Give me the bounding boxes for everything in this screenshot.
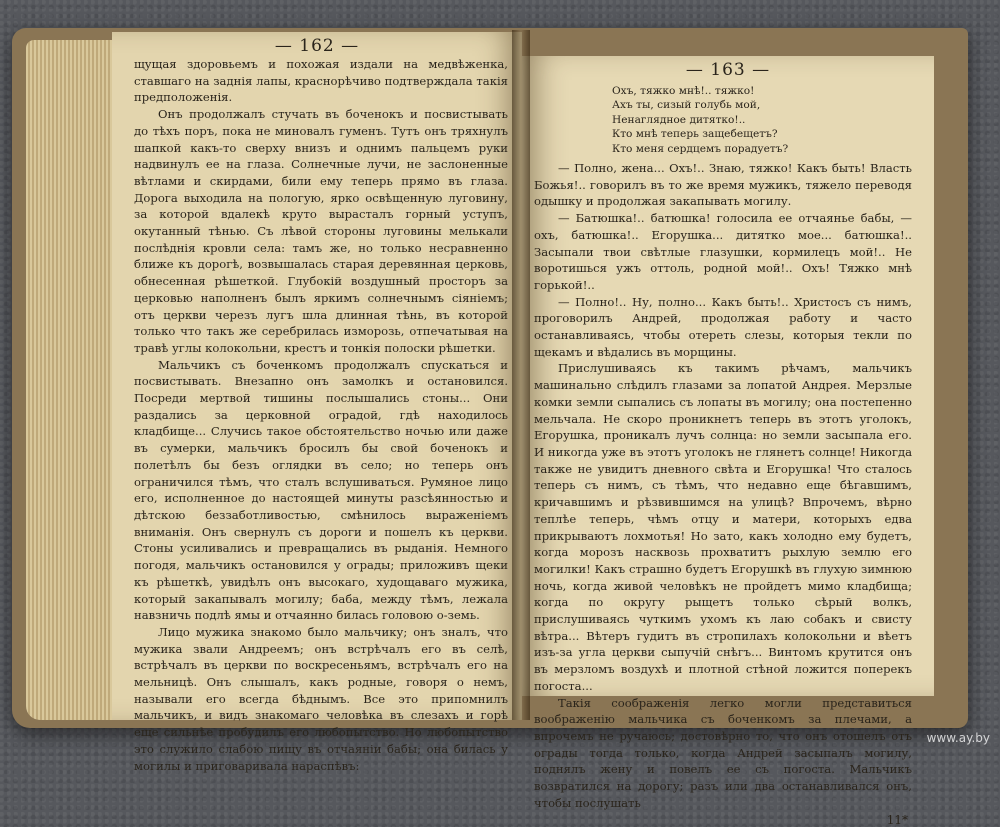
left-page-text — [112, 56, 522, 774]
paragraph: Онъ продолжалъ стучать въ боченокъ и посвистывать до тѣхъ поръ, пока не миновалъ гуменъ. Тутъ онъ тряхнулъ шапкой какъ-то сверху внизъ и однимъ пальцемъ руки надвинулъ ее на глаза. Солнечные лучи, не заслоненные вѣтлами и скирдами, били ему теперь прямо въ глаза. Дорога выходила на пологую, ярко освѣщенную луговину, за которой вдалекѣ круто вырасталъ горный уступъ, окутанный тѣнью. Съ лѣвой стороны луговины мелькали послѣднія кровли села: тамъ же, но только несравненно ближе къ дорогѣ, возвышалась старая деревянная церковь, обнесенная рѣшеткой. Глубокій воздушный просторъ за церковью наполненъ былъ яркимъ солнечнымъ сіяніемъ; отъ церкви черезъ лугъ шла длинная тѣнь, въ которой только что такъ же серебрилась изморозь, отпечатывая на травѣ углы колокольни, крестъ и тонкія полоски рѣшетки. — [134, 107, 508, 355]
poem — [522, 84, 934, 156]
right-page-number: — 163 — — [685, 60, 771, 80]
watermark: www.ay.by — [926, 731, 990, 745]
paragraph: щущая здоровьемъ и похожая издали на медвѣженка, ставшаго на заднія лапы, краснорѣчиво подтверждала такія предположенія. — [134, 57, 508, 105]
poem-line: Ахъ ты, сизый голубь мой, — [612, 99, 761, 112]
page-edges — [26, 40, 126, 720]
paragraph: Такія соображенія легко могли представиться воображенію мальчика съ боченкомъ за плечами, а впрочемъ не ручаюсь; достовѣрно то, что онъ отошелъ отъ ограды тогда только, когда Андрей засыпалъ могилу, поднялъ жену и повелъ ее съ погоста. Мальчикъ возвратился на дорогу; разъ или два останавливался онъ, чтобы послушать — [534, 695, 912, 810]
paragraph: — Полно, жена... Охъ!.. Знаю, тяжко! Какъ быть! Власть Божья!.. говорилъ въ то же время мужикъ, тяжело переводя одышку и продолжая закапывать могилу. — [534, 161, 912, 209]
paragraph: — Батюшка!.. батюшка! голосила ее отчаянье бабы, — охъ, батюшка!.. Егорушка... дитятко мое... батюшка!.. Засыпали твои свѣтлые глазушки, кормилецъ мой!.. Не воротишься ужъ оттоль, родной мой!.. Охъ! Тяжко мнѣ горькой!.. — [534, 211, 912, 292]
left-page — [112, 32, 522, 773]
paragraph: — Полно!.. Ну, полно... Какъ быть!.. Христосъ съ нимъ, проговорилъ Андрей, продолжая работу и часто останавливаясь, чтобы отереть слезы, которыя текли по щекамъ и вѣдались въ морщины. — [534, 294, 912, 359]
paragraph: Прислушиваясь къ такимъ рѣчамъ, мальчикъ машинально слѣдилъ глазами за лопатой Андрея. Мерзлые комки земли сыпались съ лопаты въ могилу; она постепенно мельчала. Не скоро проникнетъ теперь въ этотъ уголокъ, Егорушка, проникалъ лучъ солнца: но земли засыпала его. И никогда уже въ этотъ уголокъ не глянетъ солнце! Никогда также не увидитъ дневного свѣта и Егорушка! Что сталось теперь съ нимъ, съ тѣмъ, что недавно еще бѣгавшимъ, кричавшимъ и рѣзвившимся на улицѣ? Впрочемъ, вѣрно теплѣе теперь, чѣмъ отцу и матери, которыхъ едва прикрываютъ лохмотья! Но зато, какъ холодно ему будетъ, когда морозъ насквозь прохватитъ рыхлую землю его могилки! Какъ страшно будетъ Егорушкѣ въ глухую зимнюю ночь, когда живой человѣкъ не пройдетъ мимо кладбища; когда по округу рыщетъ только сѣрый волкъ, прислушиваясь чуткимъ ухомъ къ лаю собакъ и свисту вѣтра... Вѣтеръ гудитъ въ стропилахъ колокольни и вѣетъ изъ-за угла церкви сыпучій снѣгъ... Винтомъ крутится онъ въ мерзломъ воздухѣ и плотной стѣной ложится поперекъ погоста... — [534, 361, 912, 693]
poem-line: Кто мнѣ теперь защебещетъ? — [612, 128, 778, 141]
left-page-number: — 162 — — [274, 36, 360, 56]
paragraph: Мальчикъ съ боченкомъ продолжалъ спускаться и посвистывать. Внезапно онъ замолкъ и остановился. Посреди мертвой тишины послышались стоны... Они раздались за церковной оградой, гдѣ находилось кладбище... Случись такое обстоятельство ночью или даже въ сумерки, мальчикъ бросилъ бы свой боченокъ и полетѣлъ бы безъ оглядки въ село; но теперь онъ ограничился тѣмъ, что сталъ вслушиваться. Румяное лицо его, исполненное до настоящей минуты разсѣянностью и дѣтскою беззаботливостью, смѣнилось выраженіемъ вниманія. Онъ свернулъ съ дороги и пошелъ къ церкви. Стоны усиливались и превращались въ рыданія. Немного погодя, мальчикъ остановился у ограды; приложивъ щеки къ рѣшеткѣ, увидѣлъ онъ высокаго, худощаваго мужика, который закапывалъ могилу; баба, между тѣмъ, лежала навзничь подлѣ ямы и отчаянно билась головою о-земь. — [134, 357, 508, 623]
signature-mark: 11* — [886, 813, 908, 827]
poem-line: Ненаглядное дитятко!.. — [612, 113, 746, 126]
poem-line: Охъ, тяжко мнѣ!.. тяжко! — [612, 85, 755, 97]
right-page-text — [522, 160, 934, 811]
paragraph: Лицо мужика знакомо было мальчику; онъ зналъ, что мужика звали Андреемъ; онъ встрѣчалъ его въ селѣ, встрѣчалъ въ церкви по воскресеньямъ, встрѣчалъ его на мельницѣ. Онъ слышалъ, какъ родные, говоря о немъ, называли его всегда бѣднымъ. Все это припомнилъ мальчикъ, и видъ знакомаго человѣка въ слезахъ и горѣ еще сильнѣе пробудилъ его любопытство. Но любопытство это служило слабою пищу въ отчаяніи бабы; она билась у могилы и приговаривала нараспѣвъ: — [134, 624, 508, 773]
book-gutter — [512, 30, 530, 720]
right-page — [522, 56, 934, 827]
poem-line: Кто меня сердцемъ порадуетъ? — [612, 142, 789, 155]
